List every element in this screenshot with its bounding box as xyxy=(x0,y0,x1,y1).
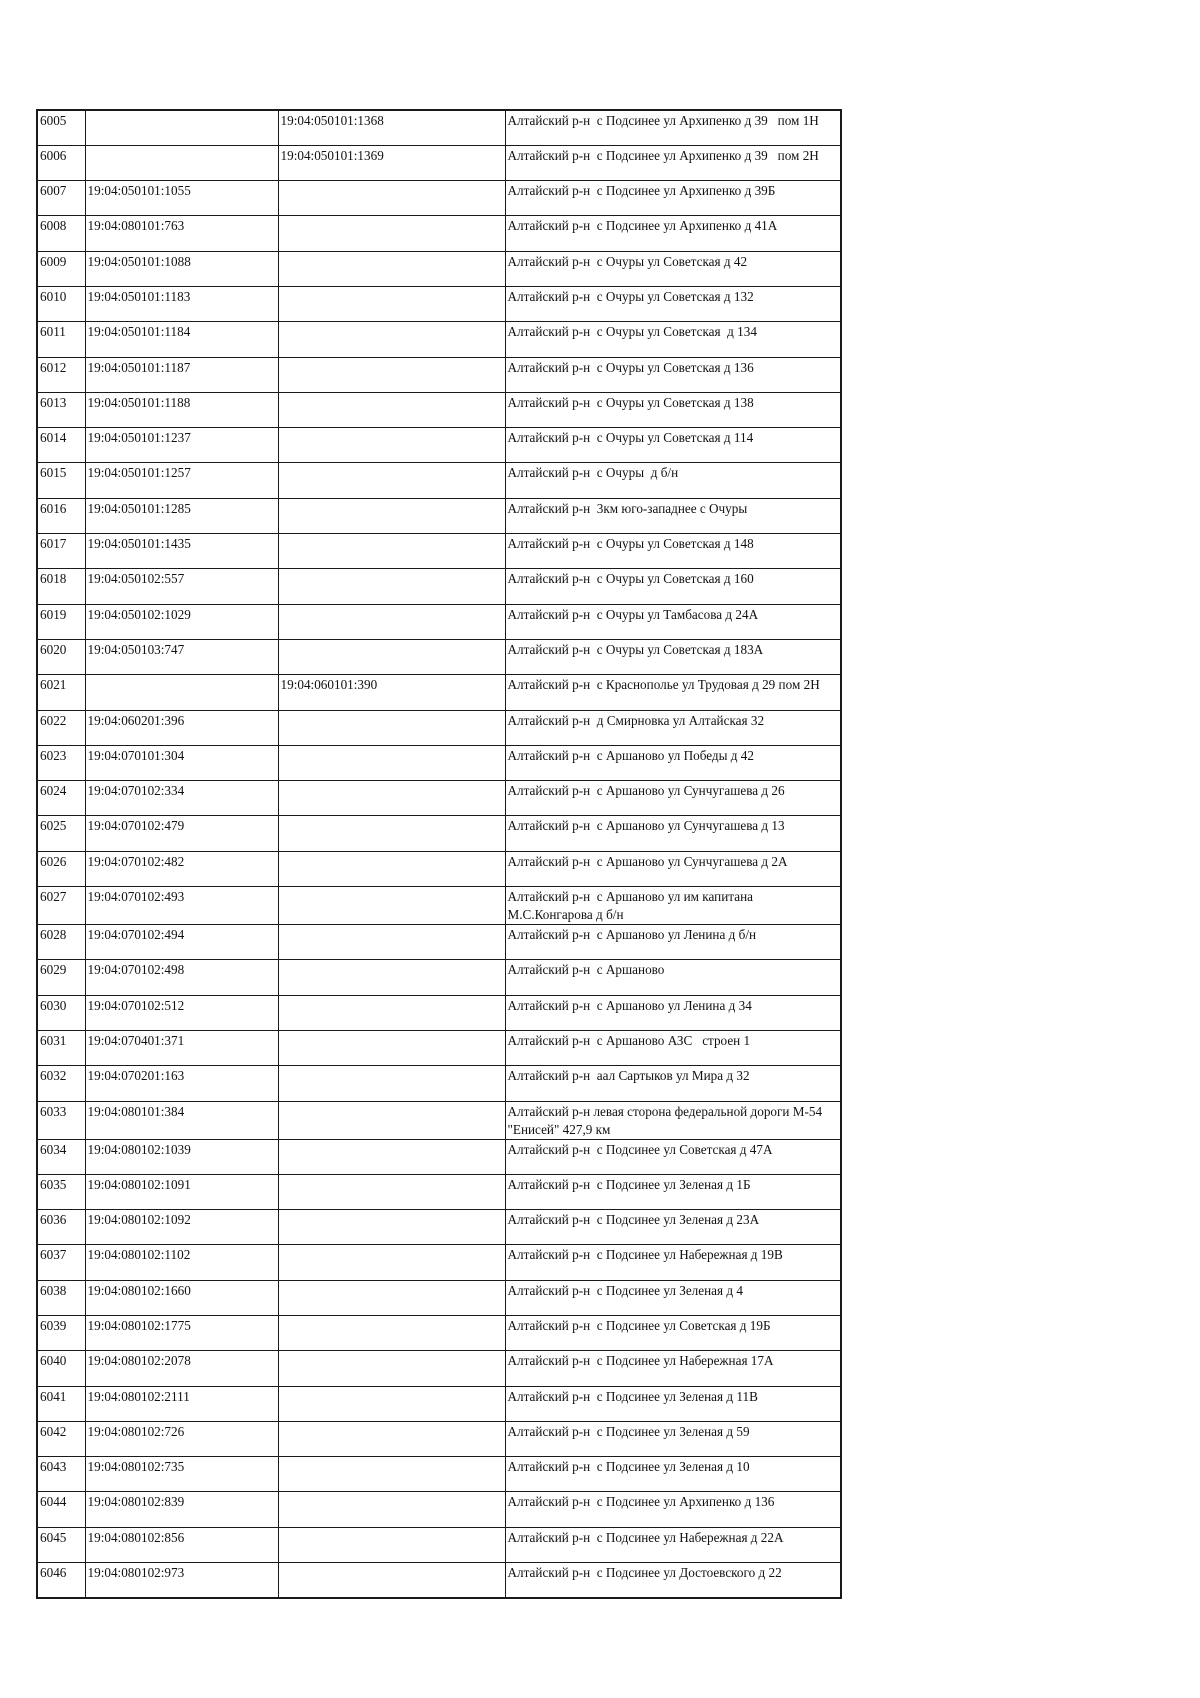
address-cell: Алтайский р-н д Смирновка ул Алтайская 32 xyxy=(505,710,841,745)
premises-cadastral-number-cell xyxy=(278,781,505,816)
premises-cadastral-number-cell xyxy=(278,639,505,674)
table-row xyxy=(37,110,841,145)
cadastral-number-cell: 19:04:080102:1660 xyxy=(85,1280,278,1315)
premises-cadastral-number-cell xyxy=(278,357,505,392)
row-number-cell: 6019 xyxy=(37,604,85,639)
address-cell: Алтайский р-н с Подсинее ул Зеленая д 4 xyxy=(505,1280,841,1315)
cadastral-number-cell: 19:04:050101:1088 xyxy=(85,251,278,286)
cadastral-number-cell: 19:04:070102:493 xyxy=(85,887,278,925)
cadastral-number-cell xyxy=(85,145,278,180)
row-number-cell: 6013 xyxy=(37,392,85,427)
table-row xyxy=(37,1280,841,1315)
address-cell: Алтайский р-н с Очуры ул Советская д 132 xyxy=(505,286,841,321)
premises-cadastral-number-cell: 19:04:050101:1369 xyxy=(278,145,505,180)
premises-cadastral-number-cell xyxy=(278,1457,505,1492)
cadastral-number-cell: 19:04:050101:1435 xyxy=(85,534,278,569)
address-cell: Алтайский р-н с Аршаново ул Сунчугашева д 26 xyxy=(505,781,841,816)
address-cell: Алтайский р-н с Очуры ул Советская д 136 xyxy=(505,357,841,392)
table-row xyxy=(37,887,841,925)
address-cell: Алтайский р-н с Аршаново ул им капитана М.С.Конгарова д б/н xyxy=(505,887,841,925)
premises-cadastral-number-cell xyxy=(278,569,505,604)
cadastral-number-cell: 19:04:080101:763 xyxy=(85,216,278,251)
table-row xyxy=(37,428,841,463)
premises-cadastral-number-cell xyxy=(278,392,505,427)
address-cell: Алтайский р-н с Очуры ул Советская д 42 xyxy=(505,251,841,286)
cadastral-number-cell: 19:04:080102:2078 xyxy=(85,1351,278,1386)
table-row xyxy=(37,816,841,851)
premises-cadastral-number-cell xyxy=(278,1527,505,1562)
cadastral-number-cell: 19:04:050101:1183 xyxy=(85,286,278,321)
cadastral-number-cell: 19:04:080102:1092 xyxy=(85,1210,278,1245)
table-row xyxy=(37,639,841,674)
row-number-cell: 6043 xyxy=(37,1457,85,1492)
cadastral-number-cell: 19:04:080102:726 xyxy=(85,1421,278,1456)
address-cell: Алтайский р-н с Очуры ул Советская д 183А xyxy=(505,639,841,674)
address-cell: Алтайский р-н с Подсинее ул Набережная д 19В xyxy=(505,1245,841,1280)
premises-cadastral-number-cell xyxy=(278,816,505,851)
cadastral-number-cell: 19:04:050101:1184 xyxy=(85,322,278,357)
address-cell: Алтайский р-н с Подсинее ул Архипенко д 136 xyxy=(505,1492,841,1527)
premises-cadastral-number-cell xyxy=(278,1386,505,1421)
address-cell: Алтайский р-н с Аршаново ул Ленина д 34 xyxy=(505,995,841,1030)
address-cell: Алтайский р-н с Подсинее ул Зеленая д 23А xyxy=(505,1210,841,1245)
premises-cadastral-number-cell xyxy=(278,463,505,498)
row-number-cell: 6025 xyxy=(37,816,85,851)
premises-cadastral-number-cell xyxy=(278,1351,505,1386)
table-row xyxy=(37,322,841,357)
address-cell: Алтайский р-н аал Сартыков ул Мира д 32 xyxy=(505,1066,841,1101)
premises-cadastral-number-cell xyxy=(278,1066,505,1101)
table-row xyxy=(37,1210,841,1245)
premises-cadastral-number-cell xyxy=(278,851,505,886)
premises-cadastral-number-cell xyxy=(278,1030,505,1065)
cadastral-number-cell: 19:04:070101:304 xyxy=(85,745,278,780)
cadastral-number-cell: 19:04:070102:494 xyxy=(85,925,278,960)
row-number-cell: 6033 xyxy=(37,1101,85,1139)
cadastral-number-cell xyxy=(85,110,278,145)
address-cell: Алтайский р-н с Аршаново ул Сунчугашева д 2А xyxy=(505,851,841,886)
premises-cadastral-number-cell xyxy=(278,995,505,1030)
premises-cadastral-number-cell xyxy=(278,1316,505,1351)
property-register-table xyxy=(36,109,842,1599)
premises-cadastral-number-cell xyxy=(278,887,505,925)
table-row xyxy=(37,1421,841,1456)
cadastral-number-cell: 19:04:050101:1188 xyxy=(85,392,278,427)
table-row xyxy=(37,745,841,780)
row-number-cell: 6026 xyxy=(37,851,85,886)
address-cell: Алтайский р-н с Очуры д б/н xyxy=(505,463,841,498)
address-cell: Алтайский р-н с Аршаново ул Ленина д б/н xyxy=(505,925,841,960)
row-number-cell: 6008 xyxy=(37,216,85,251)
premises-cadastral-number-cell xyxy=(278,428,505,463)
cadastral-number-cell: 19:04:050101:1285 xyxy=(85,498,278,533)
row-number-cell: 6031 xyxy=(37,1030,85,1065)
cadastral-number-cell: 19:04:070102:479 xyxy=(85,816,278,851)
premises-cadastral-number-cell xyxy=(278,286,505,321)
cadastral-number-cell: 19:04:080102:1039 xyxy=(85,1139,278,1174)
cadastral-number-cell: 19:04:070102:482 xyxy=(85,851,278,886)
table-row xyxy=(37,1386,841,1421)
table-row xyxy=(37,251,841,286)
row-number-cell: 6009 xyxy=(37,251,85,286)
row-number-cell: 6016 xyxy=(37,498,85,533)
cadastral-number-cell xyxy=(85,675,278,710)
register-body xyxy=(37,110,841,1598)
premises-cadastral-number-cell xyxy=(278,181,505,216)
row-number-cell: 6023 xyxy=(37,745,85,780)
table-row xyxy=(37,1527,841,1562)
address-cell: Алтайский р-н левая сторона федеральной дороги М-54 "Енисей" 427,9 км xyxy=(505,1101,841,1139)
address-cell: Алтайский р-н с Аршаново АЗС строен 1 xyxy=(505,1030,841,1065)
address-cell: Алтайский р-н с Аршаново ул Сунчугашева д 13 xyxy=(505,816,841,851)
row-number-cell: 6018 xyxy=(37,569,85,604)
table-row xyxy=(37,1457,841,1492)
table-row xyxy=(37,995,841,1030)
table-row xyxy=(37,1351,841,1386)
cadastral-number-cell: 19:04:050101:1257 xyxy=(85,463,278,498)
row-number-cell: 6015 xyxy=(37,463,85,498)
premises-cadastral-number-cell xyxy=(278,1421,505,1456)
row-number-cell: 6044 xyxy=(37,1492,85,1527)
row-number-cell: 6021 xyxy=(37,675,85,710)
premises-cadastral-number-cell xyxy=(278,216,505,251)
row-number-cell: 6029 xyxy=(37,960,85,995)
table-row xyxy=(37,925,841,960)
cadastral-number-cell: 19:04:080102:735 xyxy=(85,1457,278,1492)
table-row xyxy=(37,1101,841,1139)
cadastral-number-cell: 19:04:050101:1187 xyxy=(85,357,278,392)
row-number-cell: 6024 xyxy=(37,781,85,816)
premises-cadastral-number-cell: 19:04:060101:390 xyxy=(278,675,505,710)
premises-cadastral-number-cell xyxy=(278,534,505,569)
row-number-cell: 6010 xyxy=(37,286,85,321)
cadastral-number-cell: 19:04:080102:856 xyxy=(85,1527,278,1562)
premises-cadastral-number-cell xyxy=(278,960,505,995)
table-row xyxy=(37,675,841,710)
row-number-cell: 6045 xyxy=(37,1527,85,1562)
row-number-cell: 6036 xyxy=(37,1210,85,1245)
address-cell: Алтайский р-н с Подсинее ул Набережная 17А xyxy=(505,1351,841,1386)
table-row xyxy=(37,145,841,180)
address-cell: Алтайский р-н с Подсинее ул Достоевского д 22 xyxy=(505,1563,841,1598)
table-row xyxy=(37,1316,841,1351)
premises-cadastral-number-cell xyxy=(278,925,505,960)
cadastral-number-cell: 19:04:070102:498 xyxy=(85,960,278,995)
address-cell: Алтайский р-н с Подсинее ул Зеленая д 59 xyxy=(505,1421,841,1456)
address-cell: Алтайский р-н с Очуры ул Советская д 160 xyxy=(505,569,841,604)
address-cell: Алтайский р-н с Подсинее ул Зеленая д 10 xyxy=(505,1457,841,1492)
row-number-cell: 6032 xyxy=(37,1066,85,1101)
table-row xyxy=(37,216,841,251)
cadastral-number-cell: 19:04:050101:1055 xyxy=(85,181,278,216)
row-number-cell: 6017 xyxy=(37,534,85,569)
row-number-cell: 6030 xyxy=(37,995,85,1030)
address-cell: Алтайский р-н с Подсинее ул Архипенко д 39 пом 2Н xyxy=(505,145,841,180)
table-row xyxy=(37,357,841,392)
address-cell: Алтайский р-н с Подсинее ул Советская д 47А xyxy=(505,1139,841,1174)
premises-cadastral-number-cell xyxy=(278,1101,505,1139)
cadastral-number-cell: 19:04:050102:1029 xyxy=(85,604,278,639)
premises-cadastral-number-cell xyxy=(278,498,505,533)
cadastral-number-cell: 19:04:050101:1237 xyxy=(85,428,278,463)
cadastral-number-cell: 19:04:070102:334 xyxy=(85,781,278,816)
cadastral-number-cell: 19:04:070201:163 xyxy=(85,1066,278,1101)
row-number-cell: 6022 xyxy=(37,710,85,745)
row-number-cell: 6034 xyxy=(37,1139,85,1174)
address-cell: Алтайский р-н с Подсинее ул Зеленая д 1Б xyxy=(505,1174,841,1209)
table-row xyxy=(37,781,841,816)
table-row xyxy=(37,1030,841,1065)
premises-cadastral-number-cell xyxy=(278,604,505,639)
address-cell: Алтайский р-н с Подсинее ул Набережная д 22А xyxy=(505,1527,841,1562)
row-number-cell: 6040 xyxy=(37,1351,85,1386)
cadastral-number-cell: 19:04:080102:1091 xyxy=(85,1174,278,1209)
address-cell: Алтайский р-н с Очуры ул Советская д 114 xyxy=(505,428,841,463)
address-cell: Алтайский р-н с Очуры ул Советская д 148 xyxy=(505,534,841,569)
cadastral-number-cell: 19:04:080102:1775 xyxy=(85,1316,278,1351)
row-number-cell: 6014 xyxy=(37,428,85,463)
table-row xyxy=(37,1492,841,1527)
table-row xyxy=(37,710,841,745)
premises-cadastral-number-cell xyxy=(278,745,505,780)
row-number-cell: 6039 xyxy=(37,1316,85,1351)
cadastral-number-cell: 19:04:050102:557 xyxy=(85,569,278,604)
row-number-cell: 6005 xyxy=(37,110,85,145)
table-row xyxy=(37,534,841,569)
table-row xyxy=(37,960,841,995)
table-row xyxy=(37,1066,841,1101)
row-number-cell: 6020 xyxy=(37,639,85,674)
table-row xyxy=(37,1245,841,1280)
address-cell: Алтайский р-н с Очуры ул Тамбасова д 24А xyxy=(505,604,841,639)
address-cell: Алтайский р-н с Очуры ул Советская д 134 xyxy=(505,322,841,357)
address-cell: Алтайский р-н с Подсинее ул Советская д 19Б xyxy=(505,1316,841,1351)
premises-cadastral-number-cell xyxy=(278,1492,505,1527)
address-cell: Алтайский р-н с Аршаново xyxy=(505,960,841,995)
row-number-cell: 6041 xyxy=(37,1386,85,1421)
table-row xyxy=(37,851,841,886)
cadastral-number-cell: 19:04:070401:371 xyxy=(85,1030,278,1065)
table-row xyxy=(37,1174,841,1209)
table-row xyxy=(37,1563,841,1598)
row-number-cell: 6035 xyxy=(37,1174,85,1209)
table-row xyxy=(37,569,841,604)
table-row xyxy=(37,392,841,427)
premises-cadastral-number-cell xyxy=(278,1139,505,1174)
row-number-cell: 6042 xyxy=(37,1421,85,1456)
row-number-cell: 6011 xyxy=(37,322,85,357)
table-row xyxy=(37,286,841,321)
address-cell: Алтайский р-н с Подсинее ул Архипенко д 41А xyxy=(505,216,841,251)
row-number-cell: 6037 xyxy=(37,1245,85,1280)
premises-cadastral-number-cell xyxy=(278,1280,505,1315)
premises-cadastral-number-cell xyxy=(278,1210,505,1245)
cadastral-number-cell: 19:04:080102:973 xyxy=(85,1563,278,1598)
premises-cadastral-number-cell xyxy=(278,251,505,286)
cadastral-number-cell: 19:04:080101:384 xyxy=(85,1101,278,1139)
cadastral-number-cell: 19:04:080102:2111 xyxy=(85,1386,278,1421)
cadastral-number-cell: 19:04:080102:839 xyxy=(85,1492,278,1527)
table-row xyxy=(37,498,841,533)
table-row xyxy=(37,181,841,216)
address-cell: Алтайский р-н с Подсинее ул Архипенко д 39 пом 1Н xyxy=(505,110,841,145)
premises-cadastral-number-cell xyxy=(278,710,505,745)
cadastral-number-cell: 19:04:050103:747 xyxy=(85,639,278,674)
row-number-cell: 6007 xyxy=(37,181,85,216)
address-cell: Алтайский р-н с Очуры ул Советская д 138 xyxy=(505,392,841,427)
cadastral-number-cell: 19:04:060201:396 xyxy=(85,710,278,745)
address-cell: Алтайский р-н с Подсинее ул Архипенко д 39Б xyxy=(505,181,841,216)
premises-cadastral-number-cell xyxy=(278,1174,505,1209)
address-cell: Алтайский р-н 3км юго-западнее с Очуры xyxy=(505,498,841,533)
premises-cadastral-number-cell xyxy=(278,1563,505,1598)
cadastral-number-cell: 19:04:070102:512 xyxy=(85,995,278,1030)
address-cell: Алтайский р-н с Аршаново ул Победы д 42 xyxy=(505,745,841,780)
row-number-cell: 6012 xyxy=(37,357,85,392)
table-row xyxy=(37,1139,841,1174)
address-cell: Алтайский р-н с Подсинее ул Зеленая д 11В xyxy=(505,1386,841,1421)
row-number-cell: 6028 xyxy=(37,925,85,960)
table-row xyxy=(37,604,841,639)
row-number-cell: 6046 xyxy=(37,1563,85,1598)
premises-cadastral-number-cell xyxy=(278,322,505,357)
address-cell: Алтайский р-н с Краснополье ул Трудовая д 29 пом 2Н xyxy=(505,675,841,710)
cadastral-number-cell: 19:04:080102:1102 xyxy=(85,1245,278,1280)
row-number-cell: 6038 xyxy=(37,1280,85,1315)
table-row xyxy=(37,463,841,498)
premises-cadastral-number-cell: 19:04:050101:1368 xyxy=(278,110,505,145)
row-number-cell: 6027 xyxy=(37,887,85,925)
premises-cadastral-number-cell xyxy=(278,1245,505,1280)
row-number-cell: 6006 xyxy=(37,145,85,180)
